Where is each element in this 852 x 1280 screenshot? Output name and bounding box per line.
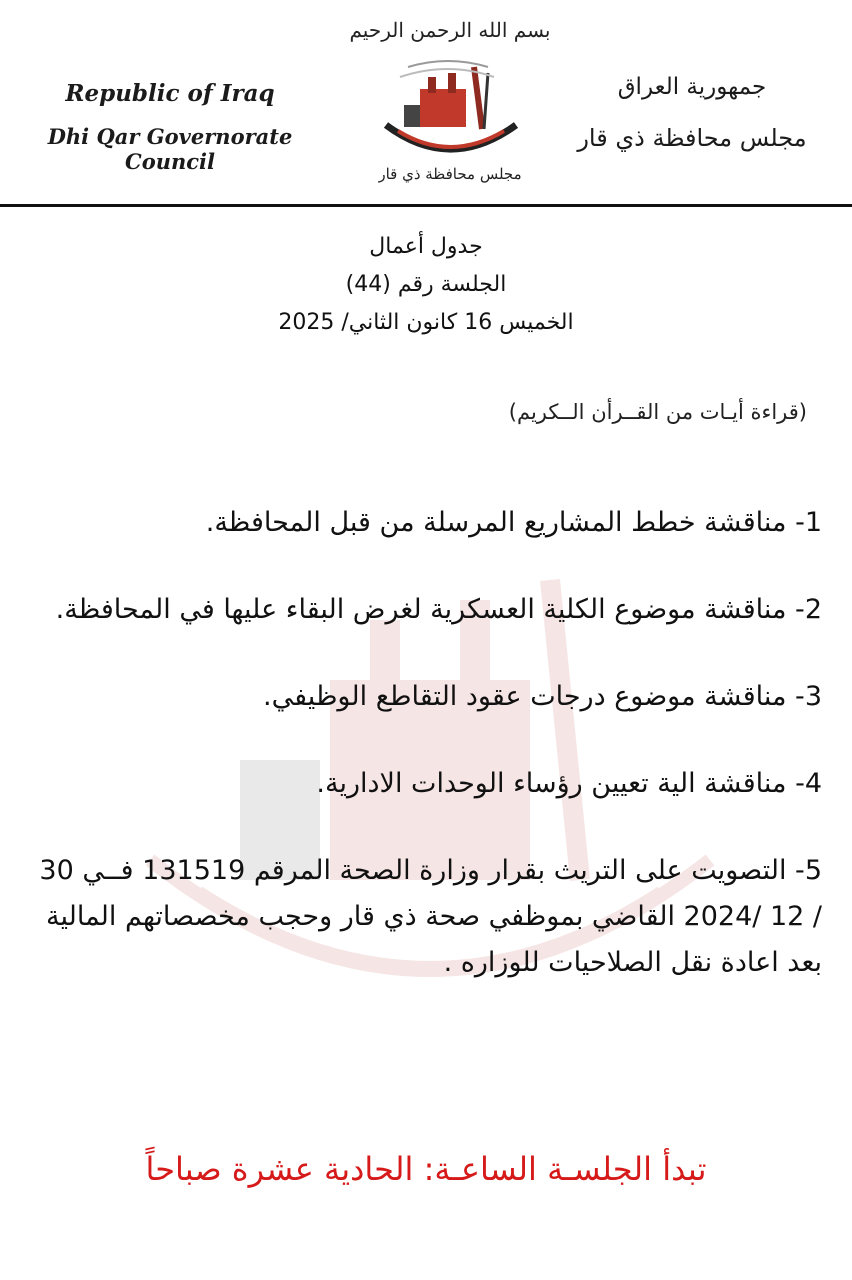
agenda-item: 5- التصويت على التريث بقرار وزارة الصحة المرقم 131519 فــي 30 / 12 /2024 القاضي بموظفي صحة ذي قار وحجب مخصصاتهم المالية بعد اعادة نقل الصلاحيات للوزاره . bbox=[39, 855, 822, 978]
header-divider bbox=[0, 204, 852, 207]
basmala: بسم الله الرحمن الرحيم bbox=[349, 18, 551, 42]
header-english-council: Dhi Qar Governorate Council bbox=[47, 124, 293, 174]
header-english-country: Republic of Iraq bbox=[65, 80, 275, 107]
agenda-item: 4- مناقشة الية تعيين رؤساء الوحدات الادارية. bbox=[316, 768, 822, 799]
header-arabic-council: مجلس محافظة ذي قار bbox=[577, 124, 807, 152]
quran-note: (قراءة أيـات من القــرأن الــكريم) bbox=[508, 400, 807, 424]
agenda-item: 1- مناقشة خطط المشاريع المرسلة من قبل المحافظة. bbox=[205, 507, 822, 538]
session-start-time: تبدأ الجلسـة الساعـة: الحادية عشرة صباحاً bbox=[145, 1150, 707, 1188]
session-date: الخميس 16 كانون الثاني/ 2025 bbox=[278, 310, 574, 335]
agenda-items bbox=[27, 500, 822, 1027]
agenda-title: جدول أعمال bbox=[369, 234, 483, 259]
agenda-item: 2- مناقشة موضوع الكلية العسكرية لغرض البقاء عليها في المحافظة. bbox=[55, 594, 822, 625]
council-logo-icon bbox=[378, 55, 523, 195]
header-arabic-country: جمهورية العراق bbox=[617, 74, 767, 100]
agenda-item: 3- مناقشة موضوع درجات عقود التقاطع الوظيفي. bbox=[263, 681, 822, 712]
agenda-heading bbox=[0, 228, 852, 342]
logo-caption: مجلس محافظة ذي قار bbox=[378, 165, 522, 183]
session-number: الجلسة رقم (44) bbox=[345, 272, 507, 297]
